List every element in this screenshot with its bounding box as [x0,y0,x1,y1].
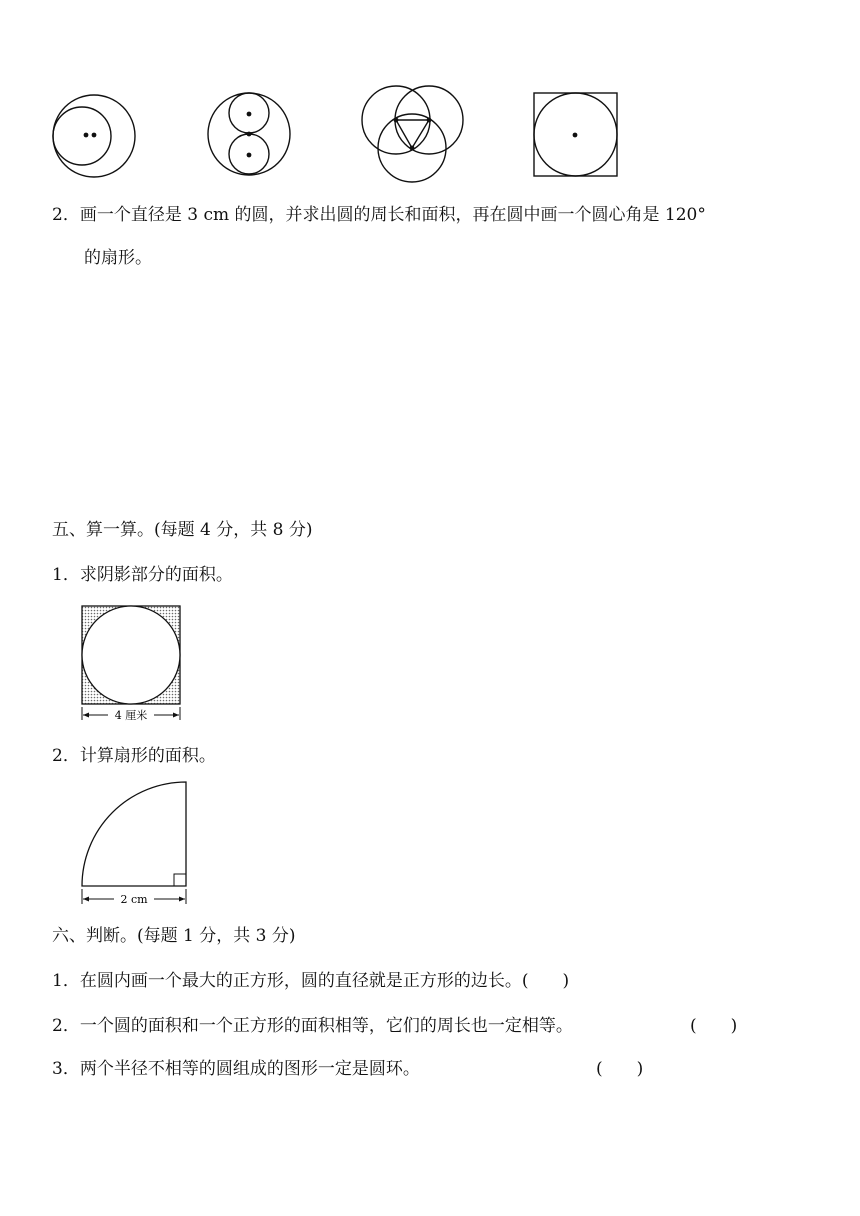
answer-parentheses[interactable]: ( ) [690,1016,738,1036]
figure-shaded-square-circle [78,603,188,723]
question-line: 2．计算扇形的面积。 [52,746,216,766]
judgement-item [52,970,569,992]
figure-circle-in-square [532,92,622,182]
question-line: 2．画一个直径是 3 cm 的圆，并求出圆的周长和面积，再在圆中画一个圆心角是 120° [52,205,706,225]
dimension-label: 2 cm [120,893,148,906]
figure-two-inner-circles [206,89,296,185]
section-heading: 六、判断。(每题 1 分，共 3 分) [52,926,296,946]
judgement-item-text: 2．一个圆的面积和一个正方形的面积相等，它们的周长也一定相等。 [52,1016,573,1036]
dimension-label: 4 厘米 [114,709,148,722]
judgement-item-text: 3．两个半径不相等的圆组成的图形一定是圆环。 [52,1059,420,1079]
figure-nested-circles [50,93,140,183]
figure-three-circles-triangle [360,82,466,186]
question-line-continuation: 的扇形。 [84,248,152,268]
figure-quarter-circle-sector [78,780,198,910]
answer-parentheses[interactable]: ( ) [521,971,570,991]
question-line: 1．求阴影部分的面积。 [52,565,233,585]
judgement-text: 1．在圆内画一个最大的正方形，圆的直径就是正方形的边长。 [52,971,522,991]
answer-parentheses[interactable]: ( ) [596,1059,644,1079]
section-heading: 五、算一算。(每题 4 分，共 8 分) [52,520,313,540]
